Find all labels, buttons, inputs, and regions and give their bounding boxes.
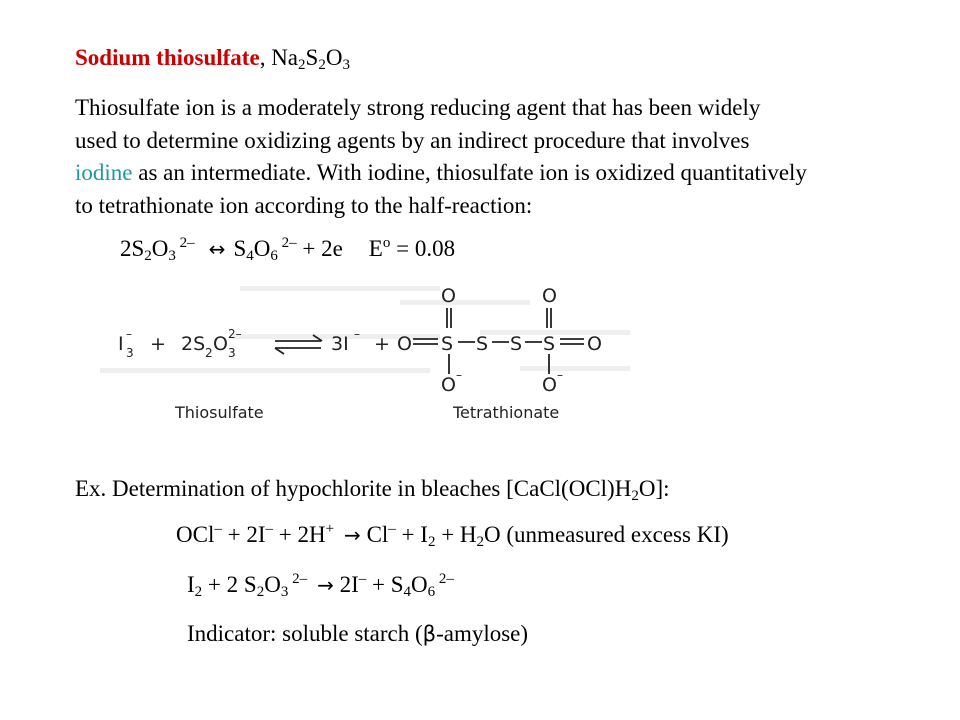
- paragraph-line: to tetrathionate ion according to the half-reaction:: [75, 192, 533, 218]
- eq-sup: +: [325, 521, 335, 537]
- slide-title: [75, 45, 350, 73]
- atom-sulfur: S: [510, 333, 523, 355]
- paragraph-line: used to determine oxidizing agents by an indirect procedure that involves: [75, 127, 750, 153]
- eq-part: + H: [435, 522, 477, 547]
- eq-sup: 2–: [435, 571, 454, 587]
- atom-oxygen: O: [441, 374, 456, 396]
- right-arrow-icon: →: [317, 573, 334, 597]
- eq-sup: o: [382, 235, 391, 251]
- eq-part: S: [233, 236, 247, 261]
- eq-part: E: [368, 236, 383, 261]
- eq-part: O: [253, 236, 271, 261]
- double-arrow-icon: ↔: [208, 237, 226, 261]
- atom-sulfur: S: [441, 333, 454, 355]
- eq-part: + 2I: [221, 522, 266, 547]
- equilibrium-arrow-icon: [275, 335, 322, 354]
- eq-part: + 2e: [296, 236, 343, 261]
- eq-sub: 6: [427, 584, 436, 600]
- atom-oxygen: O: [542, 374, 557, 396]
- eq-sup: 2–: [277, 235, 297, 251]
- eq-part: I: [187, 572, 195, 597]
- eq-part: 2S: [120, 236, 145, 261]
- example-heading: [75, 476, 670, 504]
- eq-sup: 2–: [288, 571, 308, 587]
- eq-part: + 2 S: [202, 572, 257, 597]
- title-sodium-thiosulfate: Sodium thiosulfate: [75, 45, 260, 70]
- title-sub: 2: [298, 57, 306, 73]
- eq-sub: 2: [194, 584, 203, 600]
- indicator-line: [187, 622, 528, 645]
- iodide-charge: –: [354, 327, 360, 341]
- eq-part: + S: [366, 572, 404, 597]
- triiodide-ion: I: [118, 333, 124, 355]
- title-sub: 3: [342, 57, 350, 73]
- half-reaction-equation: [120, 235, 456, 264]
- paragraph-text: as an intermediate. With iodine, thiosulfate ion is oxidized quantitatively: [132, 160, 807, 185]
- plus-sign: +: [374, 333, 390, 355]
- thiosulfate-formula: 2S: [181, 333, 206, 355]
- eq-sub: 2: [427, 534, 436, 550]
- example-text: Ex. Determination of hypochlorite in bleaches [CaCl(OCl)H: [75, 476, 632, 501]
- iodine-link[interactable]: iodine: [75, 160, 133, 185]
- eq-sub: 4: [403, 584, 412, 600]
- eq-sub: 2: [144, 248, 152, 264]
- thiosulfate-charge: 2–: [228, 327, 242, 341]
- beta-symbol: β: [422, 622, 437, 646]
- title-part: O: [325, 45, 343, 70]
- right-arrow-icon: →: [344, 523, 361, 547]
- eq-part: O: [264, 572, 281, 597]
- eq-sup: –: [358, 571, 367, 587]
- label-thiosulfate: Thiosulfate: [175, 403, 264, 422]
- atom-oxygen: O: [397, 333, 412, 355]
- bonds: [413, 308, 584, 374]
- atom-oxygen: O: [587, 333, 602, 355]
- eq-part: + I: [395, 522, 428, 547]
- atom-sulfur: S: [543, 333, 556, 355]
- eq-sup: –: [214, 521, 222, 537]
- eq-part: 2I: [333, 572, 359, 597]
- thiosulfate-titration-equation: [187, 571, 454, 600]
- thiosulfate-sub: 3: [228, 346, 236, 360]
- intro-paragraph: [75, 92, 875, 222]
- eq-sub: 3: [168, 248, 176, 264]
- eq-sub: 2: [476, 534, 485, 550]
- eq-part: OCl: [176, 522, 215, 547]
- eq-sup: –: [265, 521, 273, 537]
- eq-part: O: [151, 236, 169, 261]
- eq-sup: 2–: [175, 235, 195, 251]
- title-part: S: [305, 45, 319, 70]
- atom-oxygen: O: [441, 285, 456, 307]
- eq-sub: 6: [270, 248, 278, 264]
- triiodide-sub: 3: [126, 346, 134, 360]
- hypochlorite-equation: [176, 521, 729, 550]
- eq-part: Cl: [360, 522, 389, 547]
- thiosulfate-sub: 2: [205, 346, 213, 360]
- eq-sub: 2: [256, 584, 265, 600]
- atom-oxygen: O: [542, 285, 557, 307]
- indicator-text: Indicator: soluble starch (: [187, 621, 423, 646]
- label-tetrathionate: Tetrathionate: [453, 403, 560, 422]
- charge-minus: –: [456, 368, 462, 382]
- thiosulfate-o: O: [213, 333, 228, 355]
- indicator-text: -amylose): [436, 621, 529, 646]
- tetrathionate-reaction-figure: [95, 278, 635, 428]
- example-text: O]:: [638, 476, 670, 501]
- atom-sulfur: S: [476, 333, 489, 355]
- charge-minus: –: [557, 368, 563, 382]
- plus-sign: +: [150, 333, 166, 355]
- eq-sup: –: [388, 521, 396, 537]
- triiodide-sup: –: [126, 327, 132, 341]
- example-sub: 2: [631, 488, 639, 504]
- title-formula-prefix: , Na: [259, 45, 299, 70]
- paragraph-line: [75, 157, 875, 190]
- eq-part: O (unmeasured excess KI): [484, 522, 729, 547]
- eq-part: + 2H: [272, 522, 326, 547]
- eq-sub: 4: [246, 248, 254, 264]
- title-sub: 2: [318, 57, 326, 73]
- paragraph-line: Thiosulfate ion is a moderately strong reducing agent that has been widely: [75, 95, 761, 120]
- eq-part: = 0.08: [390, 236, 456, 261]
- iodide-formula: 3I: [331, 333, 349, 355]
- eq-part: O: [411, 572, 428, 597]
- eq-sub: 3: [280, 584, 289, 600]
